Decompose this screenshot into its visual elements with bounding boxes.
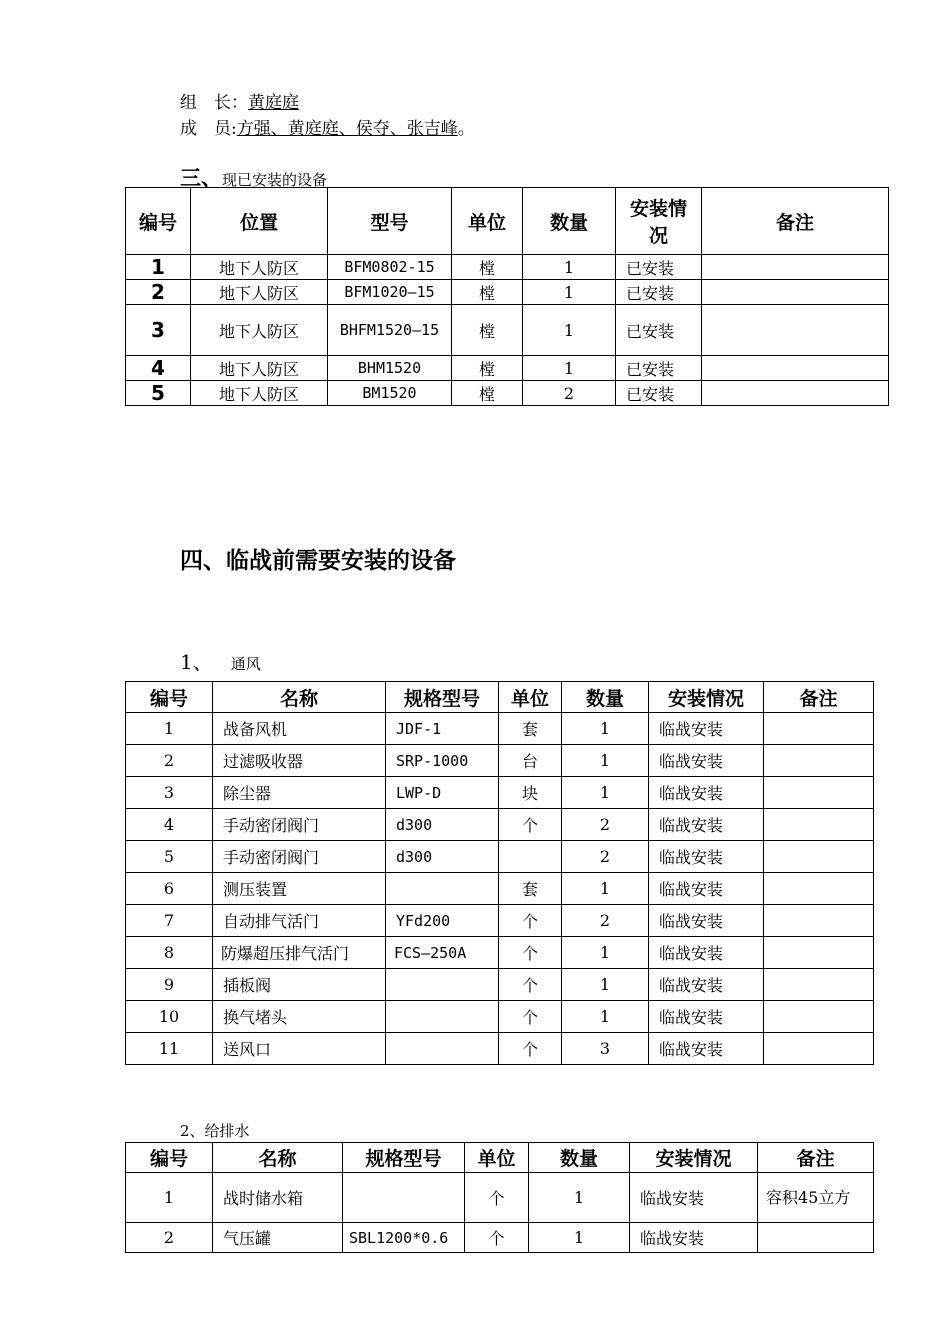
cell-name: 战时储水箱: [213, 1173, 343, 1223]
cell-no: 9: [126, 969, 213, 1001]
header-cell: 安装情况: [649, 682, 764, 713]
cell-qty: 2: [562, 841, 649, 873]
cell-unit: 个: [499, 969, 562, 1001]
table-row: [126, 777, 874, 809]
header-cell: 位置: [191, 188, 328, 255]
cell-unit: 个: [499, 937, 562, 969]
cell-status: 临战安装: [649, 809, 764, 841]
cell-status: 临战安装: [649, 713, 764, 745]
cell-no: 7: [126, 905, 213, 937]
header-cell: 型号: [328, 188, 452, 255]
cell-unit: 个: [499, 809, 562, 841]
cell-status: 临战安装: [649, 1001, 764, 1033]
cell-name: 插板阀: [213, 969, 386, 1001]
section3-num: 三、: [180, 166, 222, 190]
cell-no: 10: [126, 1001, 213, 1033]
leader-label: 组 长：: [180, 93, 248, 113]
cell-no: 2: [126, 280, 191, 305]
header-cell: 安装情况: [630, 1143, 758, 1173]
cell-note: [764, 777, 874, 809]
table-row: [126, 1223, 874, 1253]
cell-qty: 1: [529, 1223, 630, 1253]
section4-title: 四、临战前需要安装的设备: [180, 548, 456, 574]
cell-no: 1: [126, 255, 191, 280]
header-cell: 编号: [126, 188, 191, 255]
cell-location: 地下人防区: [191, 305, 328, 356]
cell-name: 气压罐: [213, 1223, 343, 1253]
cell-qty: 3: [562, 1033, 649, 1065]
cell-note: [758, 1223, 874, 1253]
header-cell: 编号: [126, 682, 213, 713]
table-header-row: [126, 188, 889, 255]
cell-no: 3: [126, 305, 191, 356]
cell-unit: 个: [499, 905, 562, 937]
cell-status: 已安装: [616, 255, 702, 280]
cell-status: 已安装: [616, 381, 702, 406]
header-cell: 安装情况: [616, 188, 702, 255]
header-cell: 编号: [126, 1143, 213, 1173]
cell-name: 防爆超压排气活门: [213, 937, 386, 969]
table-row: [126, 356, 889, 381]
cell-status: 已安装: [616, 356, 702, 381]
cell-model: BFM0802-15: [328, 255, 452, 280]
table-row: [126, 1033, 874, 1065]
header-cell: 数量: [562, 682, 649, 713]
cell-qty: 1: [562, 937, 649, 969]
cell-spec: SRP-1000: [386, 745, 499, 777]
cell-note: 容积45立方: [758, 1173, 874, 1223]
cell-spec: [386, 1033, 499, 1065]
cell-note: [764, 937, 874, 969]
cell-spec: [386, 969, 499, 1001]
cell-spec: JDF-1: [386, 713, 499, 745]
table-row: [126, 873, 874, 905]
cell-qty: 1: [523, 280, 616, 305]
water-supply-table: [125, 1142, 874, 1253]
cell-spec: [386, 873, 499, 905]
cell-no: 5: [126, 841, 213, 873]
cell-location: 地下人防区: [191, 381, 328, 406]
header-cell: 单位: [452, 188, 523, 255]
header-cell: 规格型号: [386, 682, 499, 713]
team-members-line: [180, 114, 475, 139]
cell-status: 临战安装: [649, 937, 764, 969]
table-row: [126, 905, 874, 937]
cell-no: 3: [126, 777, 213, 809]
cell-no: 8: [126, 937, 213, 969]
table-row: [126, 745, 874, 777]
cell-no: 1: [126, 713, 213, 745]
cell-unit: 樘: [452, 305, 523, 356]
cell-status: 已安装: [616, 280, 702, 305]
cell-status: 临战安装: [649, 1033, 764, 1065]
cell-location: 地下人防区: [191, 280, 328, 305]
table-row: [126, 255, 889, 280]
section3-title: 现已安装的设备: [222, 171, 328, 189]
cell-qty: 1: [562, 1001, 649, 1033]
cell-name: 除尘器: [213, 777, 386, 809]
cell-qty: 1: [562, 873, 649, 905]
cell-status: 临战安装: [649, 873, 764, 905]
cell-no: 1: [126, 1173, 213, 1223]
cell-qty: 1: [562, 969, 649, 1001]
table-row: [126, 809, 874, 841]
cell-name: 测压装置: [213, 873, 386, 905]
table-row: [126, 713, 874, 745]
cell-unit: 个: [499, 1033, 562, 1065]
cell-note: [764, 873, 874, 905]
cell-no: 2: [126, 1223, 213, 1253]
cell-note: [702, 255, 889, 280]
cell-qty: 2: [562, 905, 649, 937]
cell-note: [702, 305, 889, 356]
cell-qty: 2: [523, 381, 616, 406]
cell-spec: YFd200: [386, 905, 499, 937]
cell-note: [764, 1001, 874, 1033]
cell-spec: SBL1200*0.6: [343, 1223, 465, 1253]
cell-status: 临战安装: [630, 1223, 758, 1253]
cell-model: BHFM1520—15: [328, 305, 452, 356]
cell-no: 4: [126, 809, 213, 841]
table-row: [126, 1001, 874, 1033]
cell-name: 手动密闭阀门: [213, 809, 386, 841]
header-cell: 数量: [523, 188, 616, 255]
cell-unit: [499, 841, 562, 873]
cell-unit: 块: [499, 777, 562, 809]
cell-status: 临战安装: [649, 841, 764, 873]
sub1-heading: [180, 646, 261, 675]
cell-spec: [386, 1001, 499, 1033]
cell-name: 换气堵头: [213, 1001, 386, 1033]
header-cell: 规格型号: [343, 1143, 465, 1173]
cell-note: [764, 969, 874, 1001]
cell-note: [702, 280, 889, 305]
cell-model: BM1520: [328, 381, 452, 406]
cell-note: [764, 809, 874, 841]
cell-spec: [343, 1173, 465, 1223]
cell-status: 临战安装: [630, 1173, 758, 1223]
cell-unit: 台: [499, 745, 562, 777]
cell-note: [764, 1033, 874, 1065]
ventilation-table: [125, 681, 874, 1065]
cell-note: [764, 713, 874, 745]
table-row: [126, 305, 889, 356]
cell-qty: 1: [562, 745, 649, 777]
header-cell: 备注: [758, 1143, 874, 1173]
cell-qty: 1: [523, 356, 616, 381]
cell-qty: 1: [562, 777, 649, 809]
cell-status: 临战安装: [649, 905, 764, 937]
table-row: [126, 841, 874, 873]
members-end: 。: [457, 119, 475, 139]
cell-name: 自动排气活门: [213, 905, 386, 937]
table-row: [126, 969, 874, 1001]
cell-model: BHM1520: [328, 356, 452, 381]
ventilation-rows: [126, 713, 874, 1065]
cell-qty: 1: [529, 1173, 630, 1223]
sub1-title: 通风: [230, 655, 261, 673]
cell-unit: 樘: [452, 381, 523, 406]
cell-qty: 1: [523, 255, 616, 280]
cell-note: [764, 905, 874, 937]
header-cell: 备注: [764, 682, 874, 713]
team-leader-line: [180, 88, 299, 113]
cell-name: 送风口: [213, 1033, 386, 1065]
header-cell: 名称: [213, 1143, 343, 1173]
cell-model: BFM1020—15: [328, 280, 452, 305]
cell-note: [764, 745, 874, 777]
cell-no: 4: [126, 356, 191, 381]
cell-unit: 套: [499, 873, 562, 905]
cell-status: 临战安装: [649, 745, 764, 777]
cell-unit: 个: [465, 1223, 529, 1253]
cell-name: 手动密闭阀门: [213, 841, 386, 873]
header-cell: 数量: [529, 1143, 630, 1173]
cell-no: 11: [126, 1033, 213, 1065]
cell-status: 临战安装: [649, 969, 764, 1001]
header-cell: 单位: [465, 1143, 529, 1173]
header-cell: 名称: [213, 682, 386, 713]
cell-name: 过滤吸收器: [213, 745, 386, 777]
table-row: [126, 1173, 874, 1223]
leader-name: 黄庭庭: [248, 93, 299, 113]
table-row: [126, 381, 889, 406]
cell-unit: 樘: [452, 356, 523, 381]
cell-spec: d300: [386, 809, 499, 841]
members-label: 成 员:: [180, 119, 237, 139]
cell-status: 临战安装: [649, 777, 764, 809]
cell-qty: 1: [523, 305, 616, 356]
table-header-row: [126, 1143, 874, 1173]
cell-no: 2: [126, 745, 213, 777]
cell-unit: 个: [465, 1173, 529, 1223]
cell-name: 战备风机: [213, 713, 386, 745]
header-cell: 备注: [702, 188, 889, 255]
cell-location: 地下人防区: [191, 356, 328, 381]
cell-spec: d300: [386, 841, 499, 873]
cell-qty: 1: [562, 713, 649, 745]
cell-no: 6: [126, 873, 213, 905]
cell-unit: 樘: [452, 255, 523, 280]
table-row: [126, 280, 889, 305]
cell-no: 5: [126, 381, 191, 406]
cell-note: [702, 381, 889, 406]
cell-spec: LWP-D: [386, 777, 499, 809]
installed-equipment-table: [125, 187, 889, 406]
cell-note: [764, 841, 874, 873]
sub2-title: 2、给排水: [180, 1122, 250, 1140]
table-row: [126, 937, 874, 969]
members-names: 方强、黄庭庭、侯夺、张吉峰: [236, 119, 458, 139]
cell-qty: 2: [562, 809, 649, 841]
cell-location: 地下人防区: [191, 255, 328, 280]
cell-unit: 樘: [452, 280, 523, 305]
cell-note: [702, 356, 889, 381]
header-cell: 单位: [499, 682, 562, 713]
cell-unit: 套: [499, 713, 562, 745]
table-header-row: [126, 682, 874, 713]
cell-status: 已安装: [616, 305, 702, 356]
cell-unit: 个: [499, 1001, 562, 1033]
cell-spec: FCS—250A: [386, 937, 499, 969]
sub1-num: 1、: [180, 650, 213, 674]
